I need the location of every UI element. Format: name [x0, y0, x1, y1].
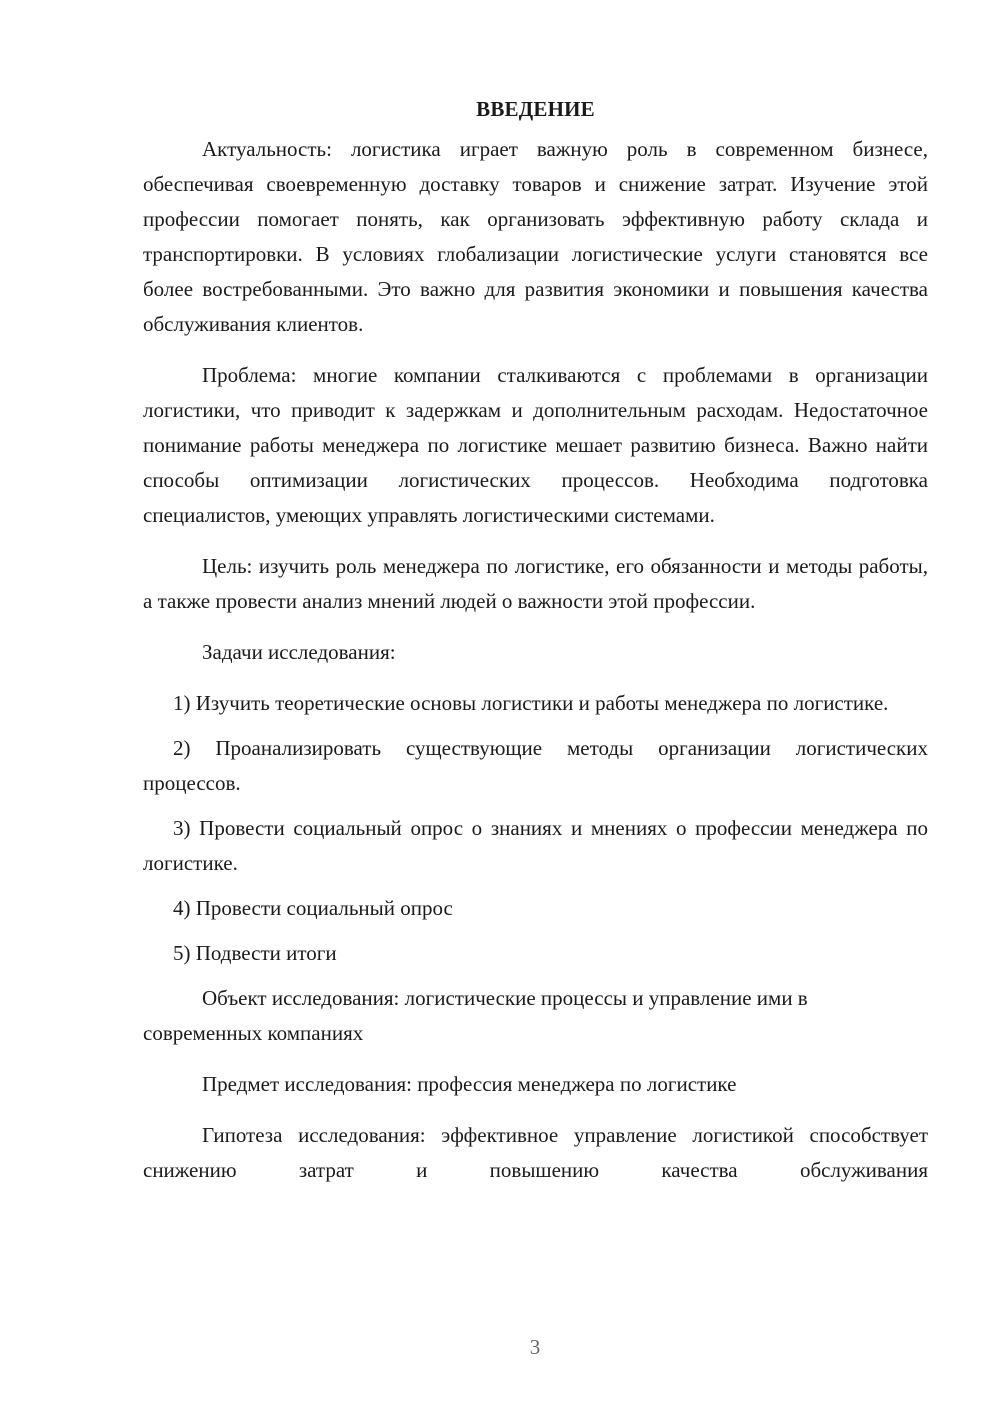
subject-paragraph: Предмет исследования: профессия менеджера по логистике: [202, 1072, 737, 1096]
hypothesis-paragraph: Гипотеза исследования: эффективное управление логистикой способствует снижению затрат и повышению качества обслуживания: [143, 1123, 928, 1182]
task-item-3: 3) Провести социальный опрос о знаниях и мнениях о профессии менеджера по логистике.: [143, 816, 928, 875]
task-item-1: 1) Изучить теоретические основы логистики и работы менеджера по логистике.: [173, 691, 889, 715]
task-item-2: 2) Проанализировать существующие методы организации логистических процессов.: [143, 736, 928, 795]
task-item-4: 4) Провести социальный опрос: [173, 896, 453, 920]
section-title: ВВЕДЕНИЕ: [476, 97, 595, 121]
page-content: [143, 92, 928, 1188]
page-number: 3: [529, 1335, 541, 1359]
task-item-5: 5) Подвести итоги: [173, 941, 337, 965]
problem-paragraph: Проблема: многие компании сталкиваются с проблемами в организации логистики, что приводит к задержкам и дополнительным расходам. Недостаточное понимание работы менеджера по логистике мешает развитию бизнеса. Важно найти способы оптимизации логистических процессов. Необходима подготовка специалистов, умеющих управлять логистическими системами.: [143, 363, 928, 527]
relevance-paragraph: Актуальность: логистика играет важную роль в современном бизнесе, обеспечивая своевременную доставку товаров и снижение затрат. Изучение этой профессии помогает понять, как организовать эффективную работу склада и транспортировки. В условиях глобализации логистические услуги становятся все более востребованными. Это важно для развития экономики и повышения качества обслуживания клиентов.: [143, 137, 928, 336]
object-paragraph: Объект исследования: логистические процессы и управление ими в современных компаниях: [143, 986, 808, 1045]
goal-paragraph: Цель: изучить роль менеджера по логистике, его обязанности и методы работы, а также провести анализ мнений людей о важности этой профессии.: [143, 554, 928, 613]
tasks-heading: Задачи исследования:: [202, 640, 396, 664]
